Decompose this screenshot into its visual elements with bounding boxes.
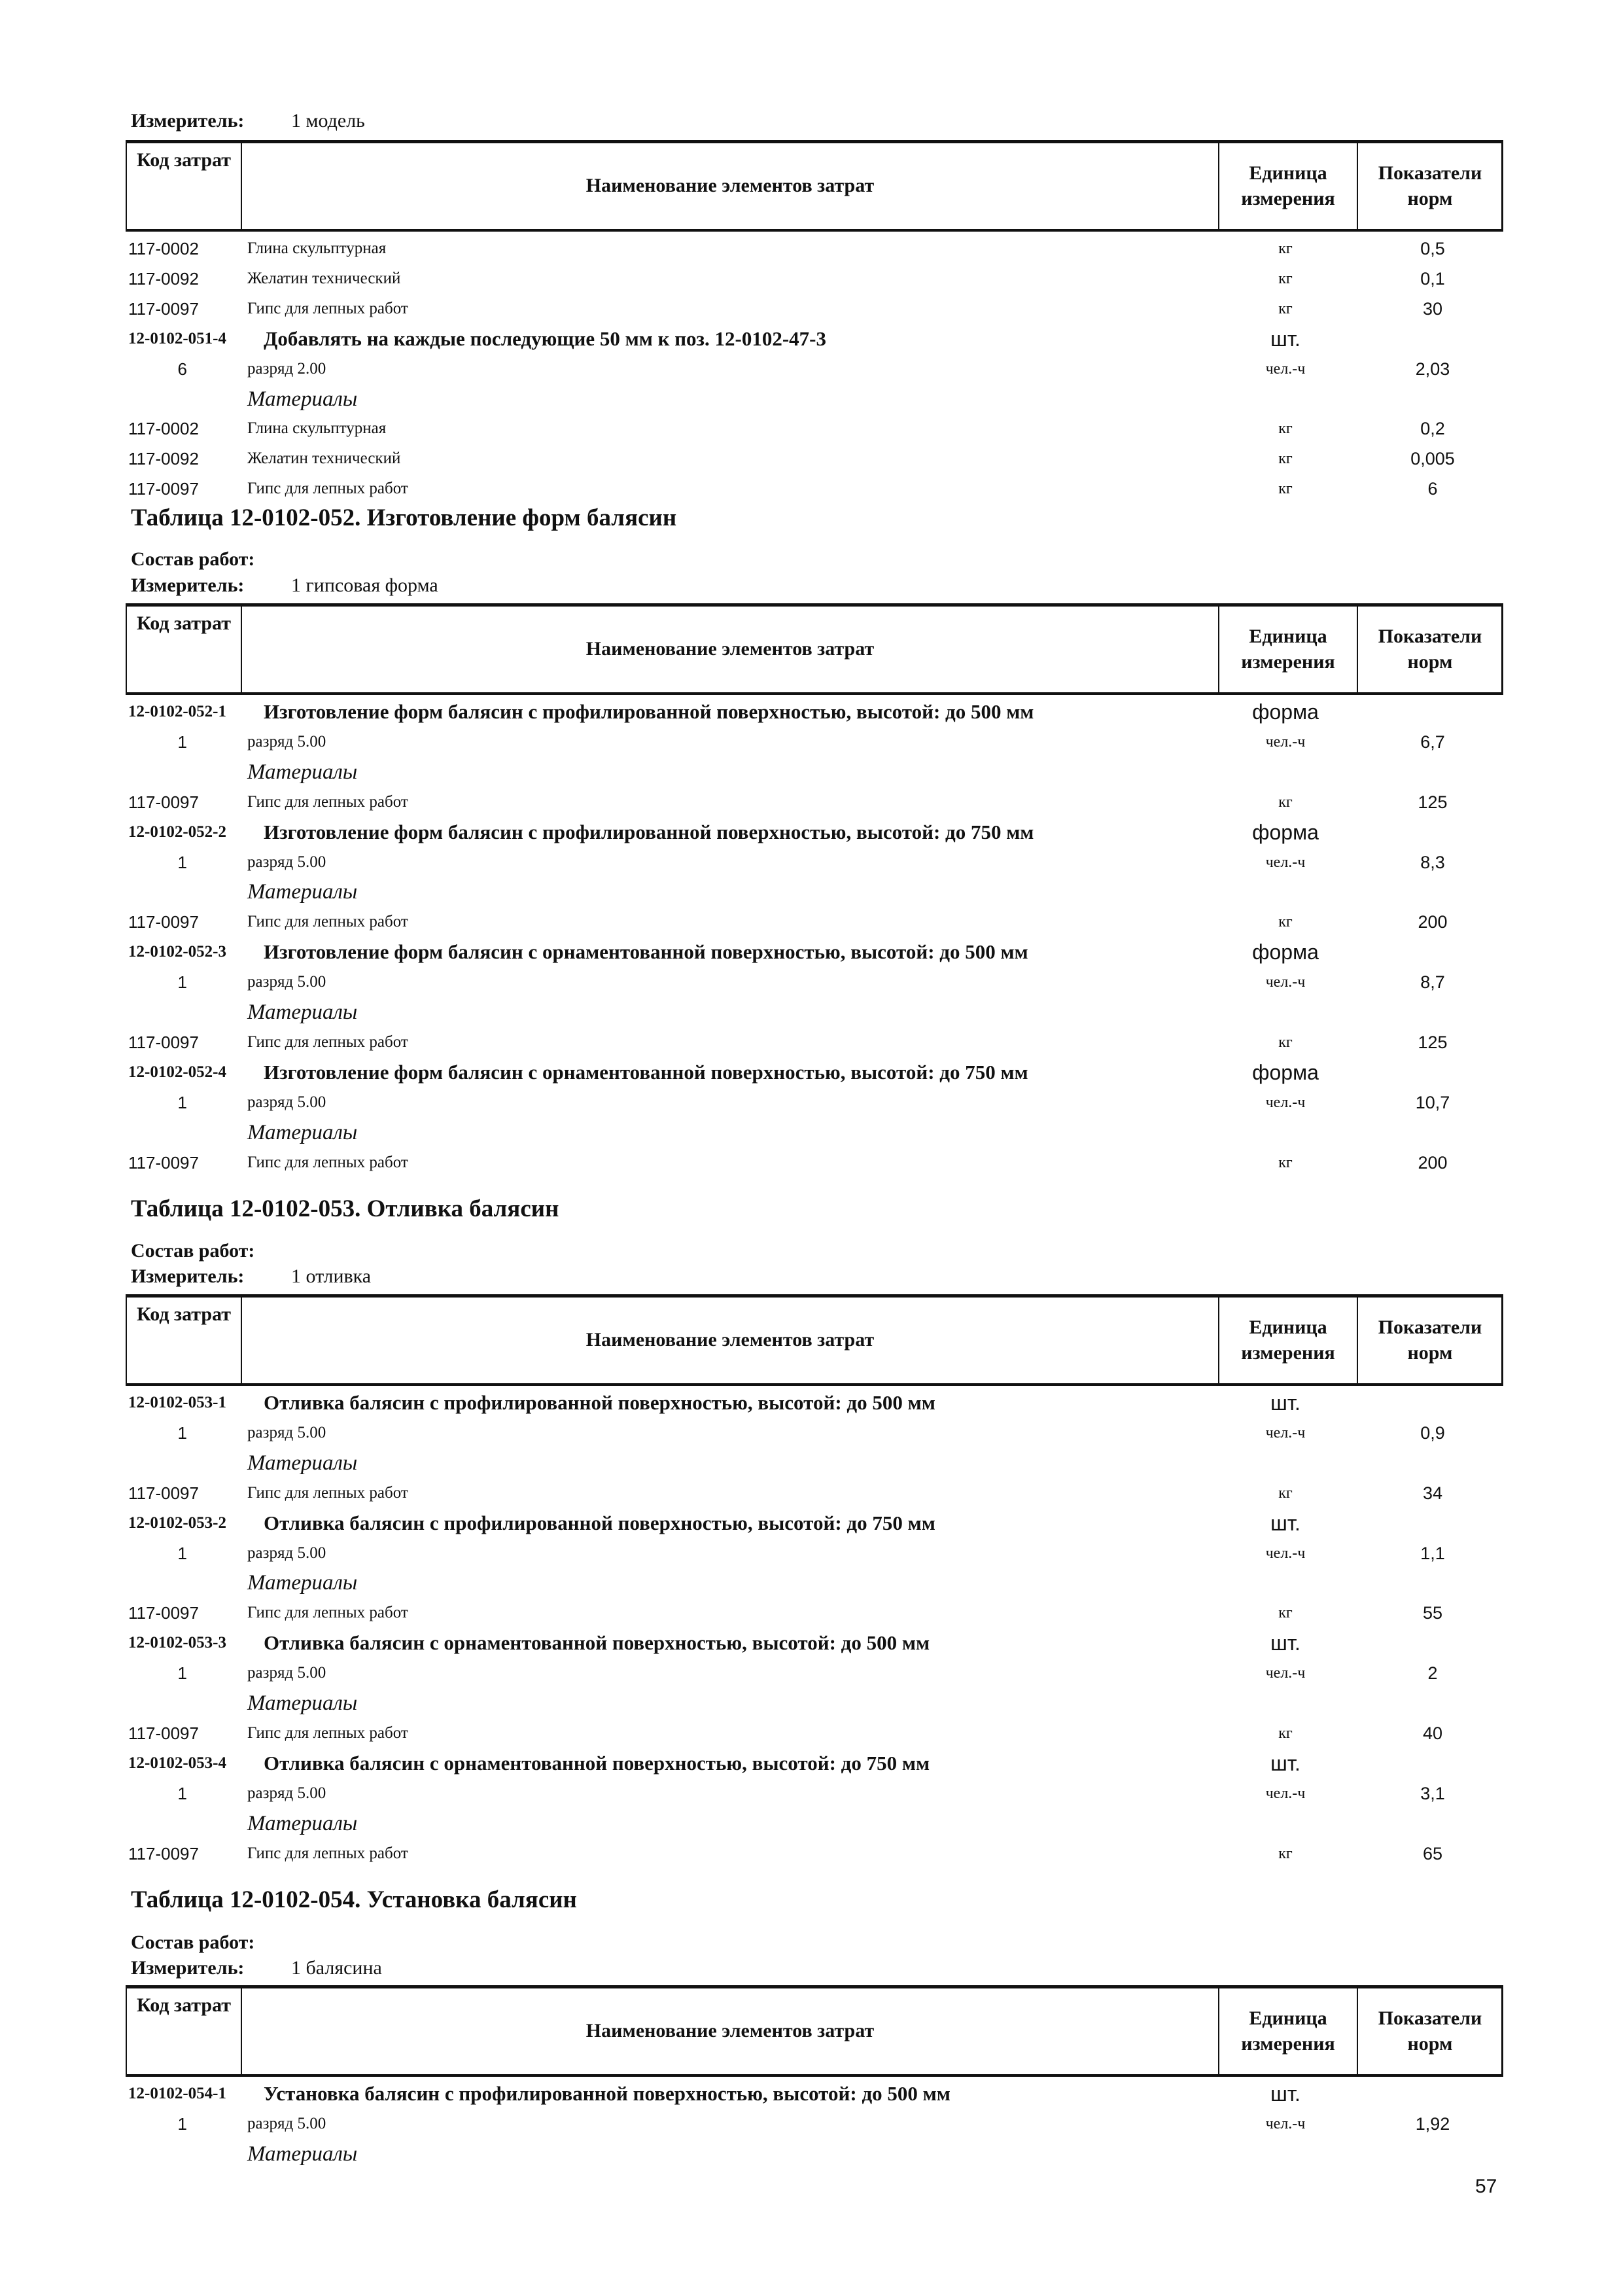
header-unit-line1: Единица xyxy=(1249,2007,1327,2029)
unit-of-measure: чел.-ч xyxy=(1265,1424,1306,1441)
table-053-measure-line xyxy=(131,1265,371,1288)
header-code: Код затрат xyxy=(136,149,232,171)
table-row xyxy=(0,877,1623,906)
cost-code: 117-0097 xyxy=(128,1843,199,1863)
unit-of-measure: кг xyxy=(1278,1724,1293,1742)
norm-value: 125 xyxy=(1418,792,1448,812)
norm-value: 1,92 xyxy=(1415,2113,1450,2134)
norm-value: 8,7 xyxy=(1420,972,1445,993)
cost-code: 117-0097 xyxy=(128,298,199,319)
measure-value: 1 отливка xyxy=(291,1265,372,1287)
table-header xyxy=(126,140,1503,232)
norm-value: 40 xyxy=(1422,1723,1443,1743)
header-unit-line2: измерения xyxy=(1241,188,1335,209)
work-item-name: Изготовление форм балясин с орнаментованной поверхностью, высотой: до 500 мм xyxy=(264,940,1028,964)
izmeritel-label: Измеритель: xyxy=(131,1957,245,1979)
top-measure-line xyxy=(131,110,365,132)
norm-value: 0,5 xyxy=(1420,239,1445,258)
element-name: Гипс для лепных работ xyxy=(247,1153,408,1171)
unit-of-measure: шт. xyxy=(1270,2082,1300,2106)
norm-value: 125 xyxy=(1418,1032,1448,1052)
work-item-name: Отливка балясин с орнаментованной поверхностью, высотой: до 500 мм xyxy=(264,1631,930,1655)
table-row xyxy=(0,234,1623,263)
table-row xyxy=(0,1058,1623,1087)
table-053-title: Таблица 12-0102-053. Отливка балясин xyxy=(131,1195,559,1222)
cost-code: 117-0097 xyxy=(128,912,199,932)
cost-code: 12-0102-053-2 xyxy=(128,1513,226,1532)
table-row xyxy=(0,1148,1623,1177)
materials-subheader: Материалы xyxy=(247,1000,358,1024)
norm-value: 0,005 xyxy=(1410,449,1455,469)
element-name: Гипс для лепных работ xyxy=(247,913,408,931)
cost-code: 12-0102-052-3 xyxy=(128,943,226,961)
materials-subheader: Материалы xyxy=(247,1571,358,1595)
unit-of-measure: кг xyxy=(1278,1845,1293,1862)
element-name: Гипс для лепных работ xyxy=(247,1844,408,1862)
unit-of-measure: кг xyxy=(1278,1604,1293,1622)
unit-of-measure: шт. xyxy=(1270,1511,1300,1535)
unit-of-measure: кг xyxy=(1278,300,1293,317)
norm-value: 65 xyxy=(1422,1843,1443,1863)
unit-of-measure: шт. xyxy=(1270,1751,1300,1775)
element-name: Гипс для лепных работ xyxy=(247,480,408,498)
header-name: Наименование элементов затрат xyxy=(585,175,875,196)
header-unit-line1: Единица xyxy=(1249,162,1327,184)
unit-of-measure: шт. xyxy=(1270,327,1300,351)
table-row xyxy=(0,1749,1623,1778)
table-row xyxy=(0,355,1623,383)
table-row xyxy=(0,474,1623,503)
cost-code: 12-0102-053-4 xyxy=(128,1754,226,1772)
element-name: разряд 5.00 xyxy=(247,2114,326,2132)
materials-subheader: Материалы xyxy=(247,1120,358,1144)
table-row xyxy=(0,264,1623,293)
table-row xyxy=(0,1629,1623,1657)
table-row xyxy=(0,818,1623,847)
table-row xyxy=(0,728,1623,756)
table-row xyxy=(0,1839,1623,1868)
page-number: 57 xyxy=(1475,2176,1497,2197)
element-name: Глина скульптурная xyxy=(247,239,387,257)
work-item-name: Изготовление форм балясин с профилированной поверхностью, высотой: до 500 мм xyxy=(264,700,1034,723)
sostav-label: Состав работ: xyxy=(131,1240,255,1262)
table-row xyxy=(0,1598,1623,1627)
work-item-name: Установка балясин с профилированной поверхностью, высотой: до 500 мм xyxy=(264,2082,951,2105)
cost-code: 117-0097 xyxy=(128,1723,199,1743)
norm-value: 6,7 xyxy=(1420,732,1445,752)
table-row xyxy=(0,1719,1623,1748)
header-code: Код затрат xyxy=(136,1994,232,2016)
table-row xyxy=(0,1449,1623,1477)
table-054-title: Таблица 12-0102-054. Установка балясин xyxy=(131,1886,577,1913)
norm-value: 2,03 xyxy=(1415,359,1450,379)
table-header xyxy=(126,1985,1503,2077)
unit-of-measure: чел.-ч xyxy=(1265,974,1306,991)
izmeritel-label: Измеритель: xyxy=(131,1265,245,1287)
table-row xyxy=(0,2110,1623,2138)
table-row xyxy=(0,294,1623,323)
work-item-name: Отливка балясин с профилированной поверхностью, высотой: до 500 мм xyxy=(264,1391,935,1414)
table-row xyxy=(0,1028,1623,1057)
header-code: Код затрат xyxy=(136,612,232,634)
cost-code: 117-0097 xyxy=(128,1152,199,1173)
cost-code: 1 xyxy=(177,1092,187,1112)
norm-value: 0,2 xyxy=(1420,419,1445,439)
table-row xyxy=(0,2079,1623,2108)
table-row xyxy=(0,848,1623,877)
unit-of-measure: кг xyxy=(1278,1033,1293,1051)
element-name: разряд 5.00 xyxy=(247,1423,326,1441)
table-054-measure-line xyxy=(131,1957,382,1979)
unit-of-measure: чел.-ч xyxy=(1265,733,1306,751)
table-row xyxy=(0,1568,1623,1597)
table-row xyxy=(0,1419,1623,1447)
materials-subheader: Материалы xyxy=(247,2142,358,2166)
table-header xyxy=(126,603,1503,695)
table-052-measure-line xyxy=(131,574,438,597)
norm-value: 30 xyxy=(1422,298,1443,319)
cost-code: 12-0102-054-1 xyxy=(128,2085,226,2102)
unit-of-measure: чел.-ч xyxy=(1265,1093,1306,1111)
header-norm-line1: Показатели xyxy=(1378,162,1482,184)
header-unit-line1: Единица xyxy=(1249,1316,1327,1338)
unit-of-measure: форма xyxy=(1252,820,1319,844)
header-unit-line2: измерения xyxy=(1241,2033,1335,2055)
cost-code: 1 xyxy=(177,1663,187,1684)
header-norm-line2: норм xyxy=(1407,2033,1453,2055)
table-header xyxy=(126,1294,1503,1386)
header-unit-line1: Единица xyxy=(1249,626,1327,647)
header-norm-line1: Показатели xyxy=(1378,1316,1482,1338)
table-row xyxy=(0,1088,1623,1117)
unit-of-measure: чел.-ч xyxy=(1265,2115,1306,2132)
table-row xyxy=(0,414,1623,443)
table-row xyxy=(0,444,1623,473)
cost-code: 12-0102-053-3 xyxy=(128,1634,226,1652)
element-name: разряд 5.00 xyxy=(247,973,326,991)
norm-value: 2 xyxy=(1427,1663,1438,1684)
table-row xyxy=(0,1118,1623,1147)
norm-value: 0,1 xyxy=(1420,268,1445,289)
cost-code: 117-0002 xyxy=(128,239,199,258)
work-item-name: Добавлять на каждые последующие 50 мм к поз. 12-0102-47-3 xyxy=(264,327,826,350)
header-unit-line2: измерения xyxy=(1241,1342,1335,1364)
norm-value: 1,1 xyxy=(1420,1543,1445,1563)
header-name: Наименование элементов затрат xyxy=(585,638,875,660)
element-name: разряд 5.00 xyxy=(247,732,326,751)
unit-of-measure: форма xyxy=(1252,700,1319,724)
sostav-label: Состав работ: xyxy=(131,548,255,570)
table-row xyxy=(0,1479,1623,1508)
cost-code: 1 xyxy=(177,1543,187,1563)
cost-code: 117-0097 xyxy=(128,479,199,499)
table-row xyxy=(0,1388,1623,1417)
norm-value: 200 xyxy=(1418,912,1448,932)
unit-of-measure: чел.-ч xyxy=(1265,853,1306,871)
work-item-name: Изготовление форм балясин с орнаментованной поверхностью, высотой: до 750 мм xyxy=(264,1060,1028,1084)
element-name: разряд 5.00 xyxy=(247,1664,326,1682)
table-row xyxy=(0,968,1623,997)
header-unit-line2: измерения xyxy=(1241,651,1335,673)
materials-subheader: Материалы xyxy=(247,760,358,784)
materials-subheader: Материалы xyxy=(247,1811,358,1835)
element-name: разряд 2.00 xyxy=(247,359,326,378)
measure-value: 1 гипсовая форма xyxy=(291,574,438,596)
cost-code: 12-0102-051-4 xyxy=(128,329,226,347)
table-row xyxy=(0,758,1623,786)
work-item-name: Отливка балясин с орнаментованной поверхностью, высотой: до 750 мм xyxy=(264,1751,930,1775)
element-name: Гипс для лепных работ xyxy=(247,299,408,317)
table-052-title: Таблица 12-0102-052. Изготовление форм балясин xyxy=(131,504,677,531)
element-name: Гипс для лепных работ xyxy=(247,1723,408,1742)
unit-of-measure: кг xyxy=(1278,913,1293,931)
sostav-label: Состав работ: xyxy=(131,1932,255,1953)
element-name: разряд 5.00 xyxy=(247,1544,326,1562)
materials-subheader: Материалы xyxy=(247,1691,358,1715)
header-name: Наименование элементов затрат xyxy=(585,1329,875,1351)
izmeritel-label: Измеритель: xyxy=(131,574,245,596)
work-item-name: Отливка балясин с профилированной поверхностью, высотой: до 750 мм xyxy=(264,1511,935,1534)
table-row xyxy=(0,998,1623,1027)
table-row xyxy=(0,325,1623,353)
table-row xyxy=(0,698,1623,726)
cost-code: 117-0092 xyxy=(128,268,199,289)
unit-of-measure: форма xyxy=(1252,940,1319,964)
cost-code: 1 xyxy=(177,2113,187,2134)
element-name: разряд 5.00 xyxy=(247,1784,326,1802)
unit-of-measure: кг xyxy=(1278,240,1293,257)
cost-code: 1 xyxy=(177,852,187,872)
unit-of-measure: кг xyxy=(1278,793,1293,811)
table-row xyxy=(0,1509,1623,1538)
cost-code: 1 xyxy=(177,972,187,993)
cost-code: 117-0097 xyxy=(128,1032,199,1052)
unit-of-measure: кг xyxy=(1278,1484,1293,1502)
norm-value: 34 xyxy=(1422,1483,1443,1503)
element-name: Желатин технический xyxy=(247,269,401,287)
unit-of-measure: кг xyxy=(1278,420,1293,438)
norm-value: 8,3 xyxy=(1420,852,1445,872)
element-name: Гипс для лепных работ xyxy=(247,1033,408,1051)
element-name: Гипс для лепных работ xyxy=(247,1483,408,1502)
header-name: Наименование элементов затрат xyxy=(585,2020,875,2041)
table-row xyxy=(0,1689,1623,1718)
unit-of-measure: кг xyxy=(1278,1154,1293,1171)
table-row xyxy=(0,1779,1623,1808)
izmeritel-label: Измеритель: xyxy=(131,110,245,132)
cost-code: 12-0102-053-1 xyxy=(128,1394,226,1411)
header-code: Код затрат xyxy=(136,1303,232,1325)
cost-code: 117-0097 xyxy=(128,1603,199,1623)
table-row xyxy=(0,908,1623,936)
work-item-name: Изготовление форм балясин с профилированной поверхностью, высотой: до 750 мм xyxy=(264,820,1034,843)
cost-code: 12-0102-052-1 xyxy=(128,703,226,720)
norm-value: 3,1 xyxy=(1420,1783,1445,1803)
cost-code: 1 xyxy=(177,732,187,752)
header-norm-line1: Показатели xyxy=(1378,626,1482,647)
cost-code: 117-0097 xyxy=(128,1483,199,1503)
unit-of-measure: шт. xyxy=(1270,1391,1300,1415)
table-row xyxy=(0,788,1623,817)
cost-code: 1 xyxy=(177,1783,187,1803)
cost-code: 117-0092 xyxy=(128,449,199,469)
table-row xyxy=(0,938,1623,966)
header-norm-line2: норм xyxy=(1407,1342,1453,1364)
header-norm-line1: Показатели xyxy=(1378,2007,1482,2029)
unit-of-measure: кг xyxy=(1278,480,1293,498)
cost-code: 12-0102-052-4 xyxy=(128,1063,226,1081)
element-name: разряд 5.00 xyxy=(247,853,326,871)
materials-subheader: Материалы xyxy=(247,880,358,904)
unit-of-measure: чел.-ч xyxy=(1265,1784,1306,1802)
header-norm-line2: норм xyxy=(1407,651,1453,673)
unit-of-measure: чел.-ч xyxy=(1265,1544,1306,1562)
table-row xyxy=(0,1809,1623,1838)
norm-value: 0,9 xyxy=(1420,1422,1445,1443)
norm-value: 6 xyxy=(1427,479,1438,499)
element-name: Желатин технический xyxy=(247,450,401,468)
element-name: разряд 5.00 xyxy=(247,1093,326,1111)
unit-of-measure: чел.-ч xyxy=(1265,360,1306,378)
cost-code: 117-0002 xyxy=(128,419,199,439)
unit-of-measure: шт. xyxy=(1270,1631,1300,1655)
materials-subheader: Материалы xyxy=(247,1451,358,1475)
table-row xyxy=(0,385,1623,414)
element-name: Глина скульптурная xyxy=(247,419,387,438)
cost-code: 12-0102-052-2 xyxy=(128,822,226,841)
unit-of-measure: кг xyxy=(1278,450,1293,468)
norm-value: 10,7 xyxy=(1415,1092,1450,1112)
table-row xyxy=(0,2140,1623,2168)
unit-of-measure: чел.-ч xyxy=(1265,1665,1306,1682)
measure-value: 1 модель xyxy=(291,110,365,132)
materials-subheader: Материалы xyxy=(247,387,358,411)
measure-value: 1 балясина xyxy=(291,1957,382,1979)
table-row xyxy=(0,1539,1623,1568)
cost-code: 117-0097 xyxy=(128,792,199,812)
table-row xyxy=(0,1659,1623,1687)
element-name: Гипс для лепных работ xyxy=(247,1604,408,1622)
cost-code: 1 xyxy=(177,1422,187,1443)
norm-value: 55 xyxy=(1422,1603,1443,1623)
unit-of-measure: форма xyxy=(1252,1060,1319,1084)
cost-code: 6 xyxy=(177,359,187,379)
unit-of-measure: кг xyxy=(1278,270,1293,287)
norm-value: 200 xyxy=(1418,1152,1448,1173)
header-norm-line2: норм xyxy=(1407,188,1453,209)
element-name: Гипс для лепных работ xyxy=(247,792,408,811)
